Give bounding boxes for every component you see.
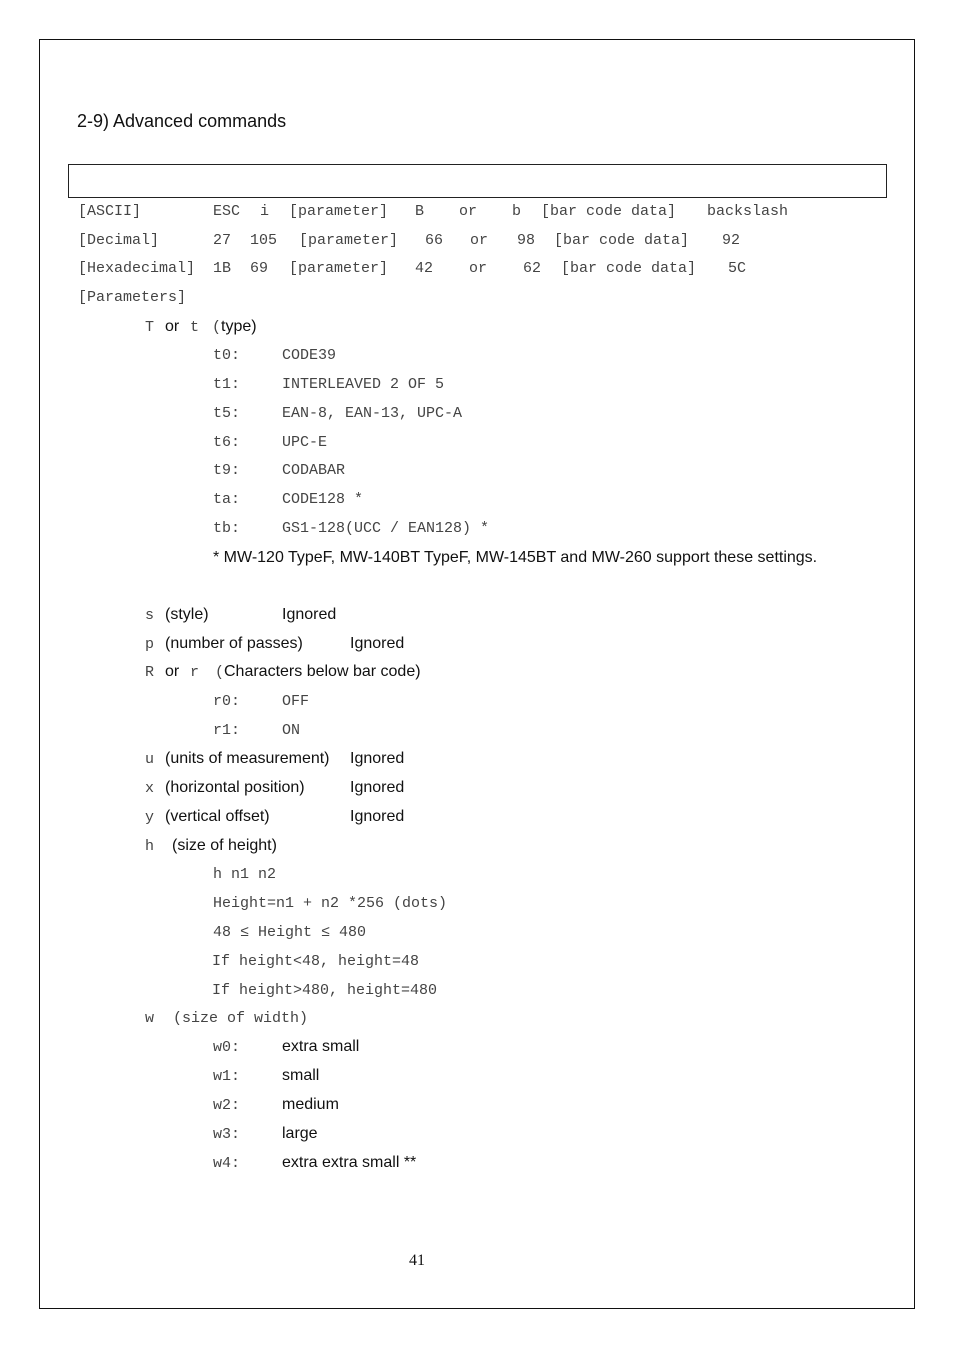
param-code: r	[190, 664, 200, 681]
section-title: 2-9) Advanced commands	[77, 111, 287, 131]
param-value: Ignored	[282, 606, 337, 623]
syntax-part: 42	[415, 260, 434, 277]
option-code: t6:	[213, 434, 241, 451]
height-line: 48 ≤ Height ≤ 480	[213, 924, 367, 941]
option-value: OFF	[282, 693, 310, 710]
option-code: t1:	[213, 376, 241, 393]
option-value: extra extra small **	[282, 1154, 417, 1171]
param-desc: (size of width)	[173, 1010, 309, 1027]
param-value: Ignored	[350, 808, 405, 825]
param-value: Ignored	[350, 750, 405, 767]
syntax-part: B	[415, 203, 425, 220]
height-line: If height<48, height=48	[212, 953, 420, 970]
option-code: t9:	[213, 462, 241, 479]
parameters-label: [Parameters]	[78, 289, 187, 306]
param-desc: type)	[221, 318, 257, 335]
syntax-part: 5C	[728, 260, 747, 277]
syntax-part: or	[470, 232, 489, 249]
param-desc: Characters below bar code)	[224, 663, 421, 680]
syntax-part: 92	[722, 232, 741, 249]
syntax-part: [parameter]	[289, 203, 389, 220]
option-value: medium	[282, 1096, 339, 1113]
option-value: CODE128 *	[282, 491, 364, 508]
param-code: u	[145, 751, 155, 768]
option-code: r0:	[213, 693, 241, 710]
param-code: w	[145, 1010, 155, 1027]
option-value: extra small	[282, 1038, 360, 1055]
param-code: p	[145, 636, 155, 653]
param-desc: (size of height)	[172, 837, 277, 854]
height-line: If height>480, height=480	[212, 982, 438, 999]
option-code: w1:	[213, 1068, 241, 1085]
syntax-part: or	[469, 260, 488, 277]
syntax-part: [bar code data]	[561, 260, 697, 277]
syntax-part: 62	[523, 260, 542, 277]
param-code: t	[190, 319, 200, 336]
option-code: t5:	[213, 405, 241, 422]
page-number: 41	[409, 1252, 425, 1269]
syntax-part: backslash	[707, 203, 789, 220]
syntax-part: [parameter]	[289, 260, 389, 277]
param-desc: (vertical offset)	[165, 808, 270, 825]
syntax-part: 69	[250, 260, 269, 277]
option-code: t0:	[213, 347, 241, 364]
option-value: CODABAR	[282, 462, 346, 479]
option-value: GS1-128(UCC / EAN128) *	[282, 520, 490, 537]
option-code: r1:	[213, 722, 241, 739]
param-code: h	[145, 838, 155, 855]
param-value: Ignored	[350, 635, 405, 652]
syntax-part: i	[260, 203, 270, 220]
option-value: CODE39	[282, 347, 337, 364]
option-value: INTERLEAVED 2 OF 5	[282, 376, 445, 393]
syntax-label: [Decimal]	[78, 232, 160, 249]
syntax-part: or	[459, 203, 478, 220]
command-box	[68, 164, 887, 198]
option-value: small	[282, 1067, 320, 1084]
param-code: R	[145, 664, 155, 681]
param-code: T	[145, 319, 155, 336]
syntax-part: 1B	[213, 260, 232, 277]
option-value: EAN-8, EAN-13, UPC-A	[282, 405, 463, 422]
type-note: * MW-120 TypeF, MW-140BT TypeF, MW-145BT and MW-260 support these settings.	[213, 549, 818, 566]
param-or: or	[165, 663, 180, 680]
syntax-part: 105	[250, 232, 278, 249]
option-code: w3:	[213, 1126, 241, 1143]
syntax-part: [bar code data]	[554, 232, 690, 249]
syntax-part: 66	[425, 232, 444, 249]
param-code: y	[145, 809, 155, 826]
option-value: large	[282, 1125, 318, 1142]
option-code: w2:	[213, 1097, 241, 1114]
param-paren: (	[212, 319, 222, 336]
syntax-part: [parameter]	[299, 232, 399, 249]
option-code: w0:	[213, 1039, 241, 1056]
option-code: w4:	[213, 1155, 241, 1172]
option-code: tb:	[213, 520, 241, 537]
syntax-part: 98	[517, 232, 536, 249]
param-desc: (units of measurement)	[165, 750, 330, 767]
param-desc: (horizontal position)	[165, 779, 305, 796]
syntax-label: [ASCII]	[78, 203, 142, 220]
syntax-part: 27	[213, 232, 232, 249]
param-desc: (style)	[165, 606, 209, 623]
syntax-label: [Hexadecimal]	[78, 260, 196, 277]
param-code: x	[145, 780, 155, 797]
height-line: Height=n1 + n2 *256 (dots)	[213, 895, 448, 912]
param-paren: (	[215, 664, 225, 681]
param-code: s	[145, 607, 155, 624]
param-desc: (number of passes)	[165, 635, 303, 652]
syntax-part: b	[512, 203, 522, 220]
height-line: h n1 n2	[213, 866, 277, 883]
syntax-part: ESC	[213, 203, 241, 220]
option-code: ta:	[213, 491, 241, 508]
option-value: ON	[282, 722, 301, 739]
param-value: Ignored	[350, 779, 405, 796]
param-or: or	[165, 318, 180, 335]
syntax-part: [bar code data]	[541, 203, 677, 220]
option-value: UPC-E	[282, 434, 328, 451]
